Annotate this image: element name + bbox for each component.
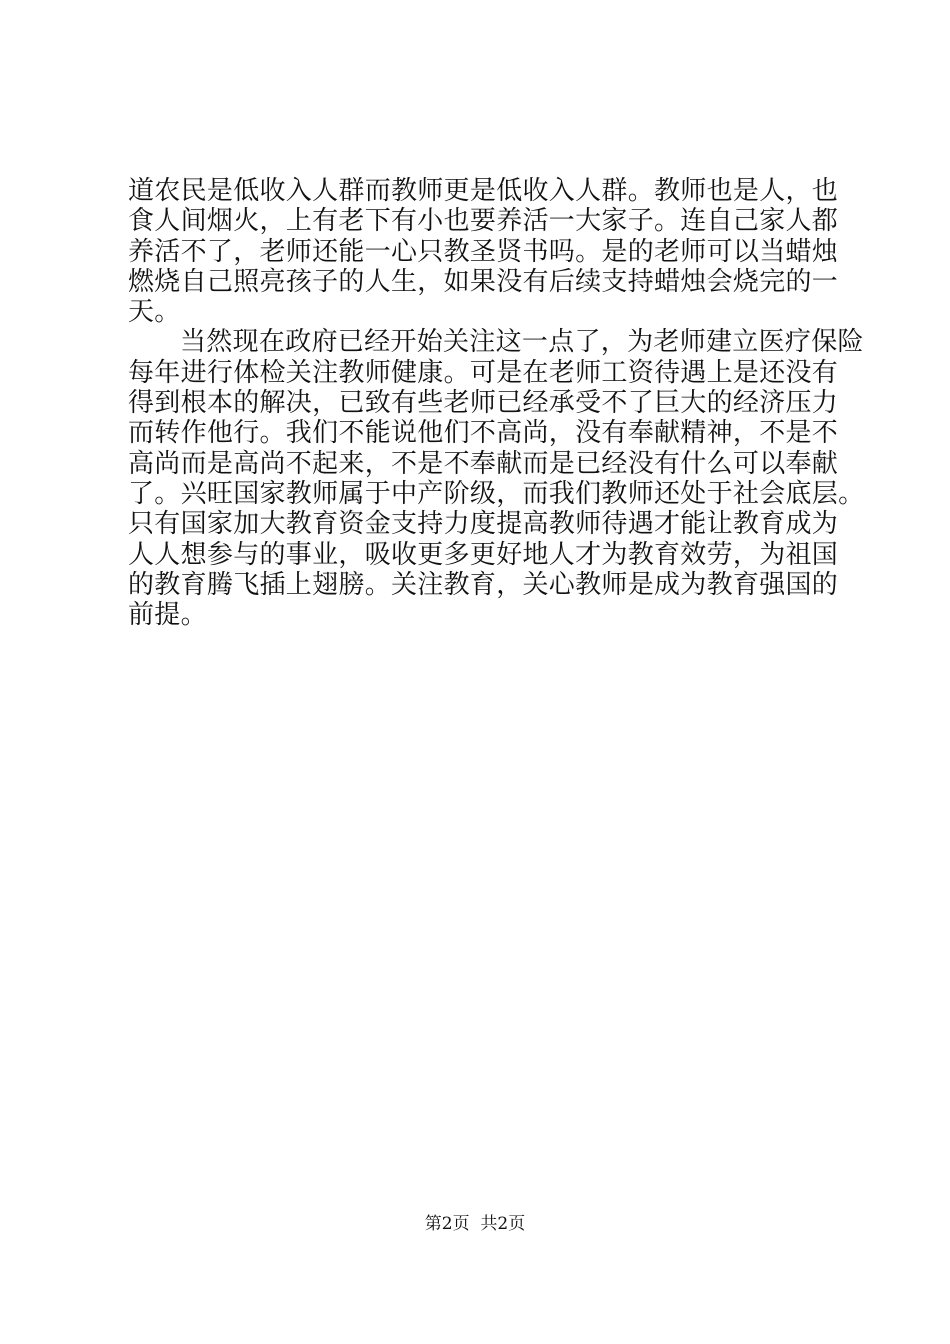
text-line: 前提。 — [128, 600, 207, 631]
text-line: 天。 — [128, 297, 181, 328]
text-line: 得到根本的解决，已致有些老师已经承受不了巨大的经济压力 — [128, 388, 839, 419]
text-line: 每年进行体检关注教师健康。可是在老师工资待遇上是还没有 — [128, 357, 839, 388]
text-line: 人人想参与的事业，吸收更多更好地人才为教育效劳，为祖国 — [128, 539, 839, 570]
text-line: 燃烧自己照亮孩子的人生，如果没有后续支持蜡烛会烧完的一 — [128, 266, 839, 297]
text-line: 高尚而是高尚不起来，不是不奉献而是已经没有什么可以奉献 — [128, 448, 839, 479]
page-number: 第2页 共2页 — [424, 1214, 526, 1234]
text-line: 而转作他行。我们不能说他们不高尚，没有奉献精神，不是不 — [128, 418, 839, 449]
text-line: 食人间烟火，上有老下有小也要养活一大家子。连自己家人都 — [128, 206, 839, 237]
text-line: 只有国家加大教育资金支持力度提高教师待遇才能让教育成为 — [128, 509, 839, 540]
text-line: 道农民是低收入人群而教师更是低收入人群。教师也是人，也 — [128, 176, 839, 206]
document-body — [128, 176, 865, 631]
paragraph-2 — [128, 327, 865, 631]
text-line: 的教育腾飞插上翅膀。关注教育，关心教师是成为教育强国的 — [128, 569, 839, 600]
text-line: 了。兴旺国家教师属于中产阶级，而我们教师还处于社会底层。 — [128, 478, 865, 509]
paragraph-1 — [128, 176, 848, 327]
page-footer — [0, 1213, 950, 1235]
text-line: 当然现在政府已经开始关注这一点了，为老师建立医疗保险 — [180, 327, 864, 358]
text-line: 养活不了，老师还能一心只教圣贤书吗。是的老师可以当蜡烛 — [128, 236, 839, 267]
